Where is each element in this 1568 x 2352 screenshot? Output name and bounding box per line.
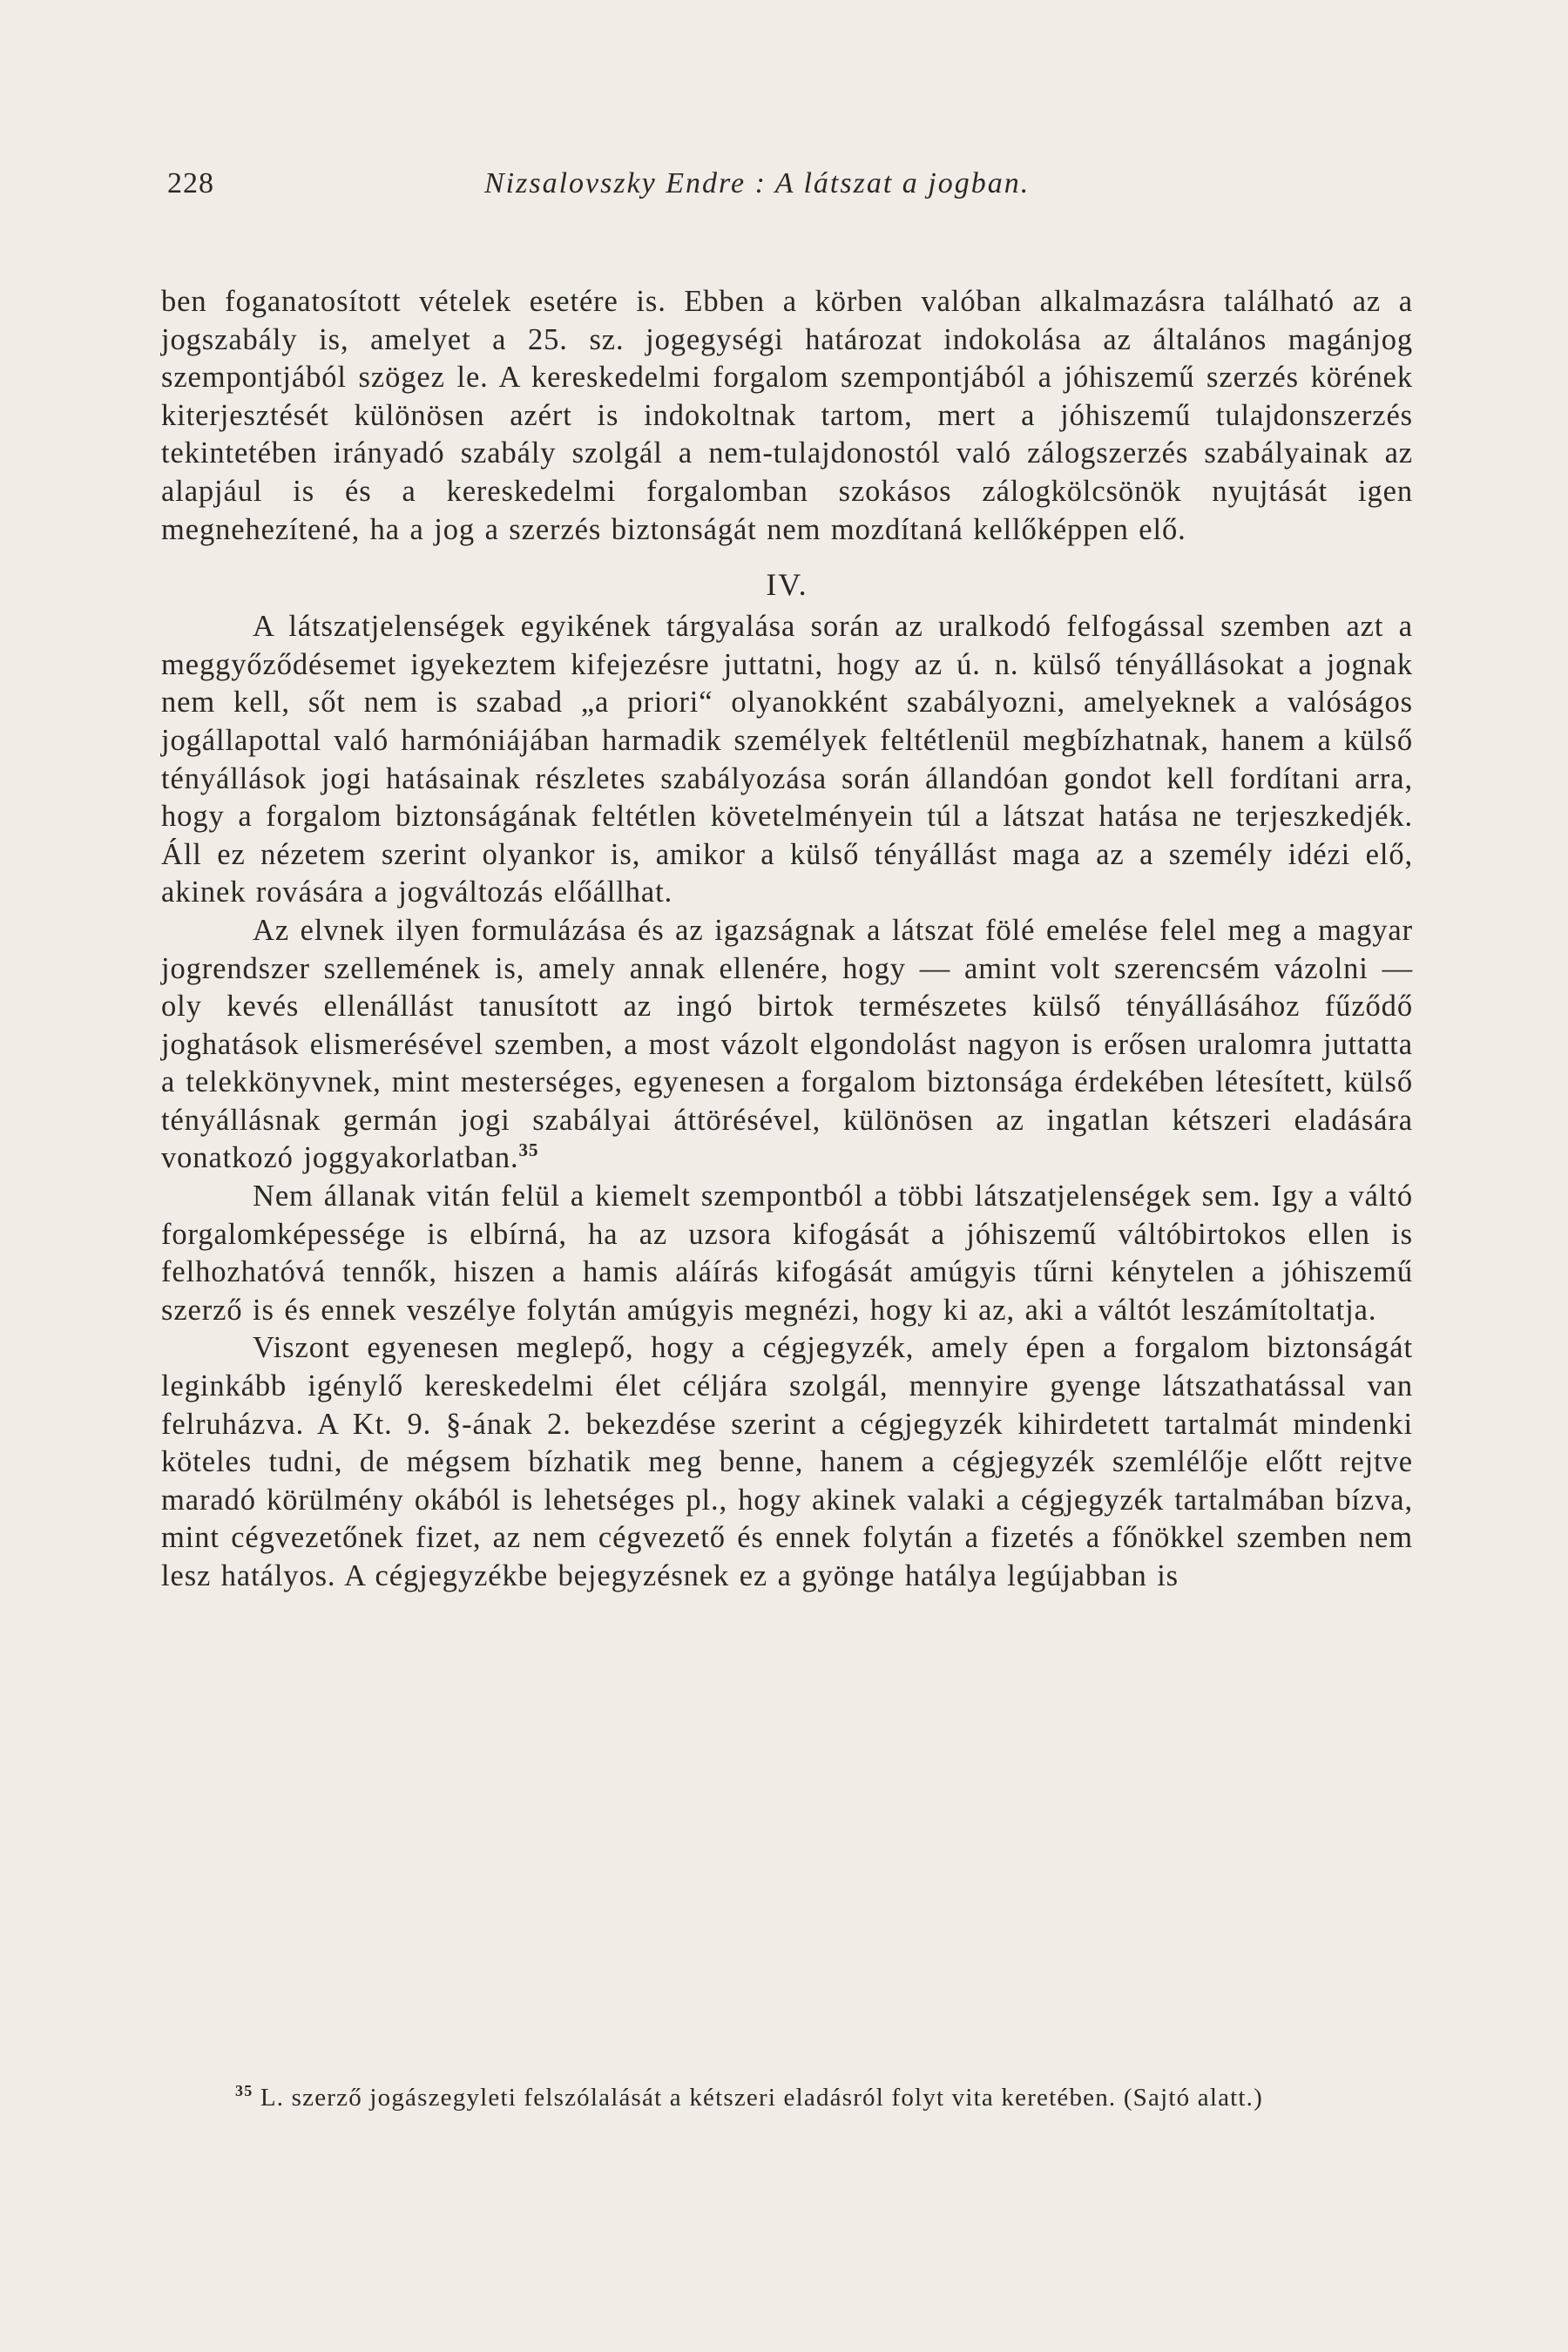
section-heading: IV.	[766, 567, 808, 603]
footnotes	[161, 2082, 1413, 2114]
main-text	[161, 283, 1413, 1596]
paragraph-3	[161, 912, 1413, 1178]
footnote-reference: 35	[518, 1139, 539, 1161]
footnote-number: 35	[235, 2082, 253, 2099]
paragraph-1: ben foganatosított vételek esetére is. Ebben a körben valóban alkalmazásra található az a jogszabály is, amelyet a 25. sz. jogegységi határozat indokolása az általános magánjog szempontjából szögez le. A kereskedelmi forgalom szempontjából a jóhiszemű szerzés körének kiterjesztését különösen azért is indokoltnak tartom, mert a jóhiszemű tulajdonszerzés tekintetében irányadó szabály szolgál a nem-tulajdonostól való zálogszerzés szabályainak az alapjául is és a kereskedelmi forgalomban szokásos zálogkölcsönök nyujtását igen megnehezítené, ha a jog a szerzés biztonságát nem mozdítaná kellőképpen elő.	[161, 285, 1413, 546]
footnote	[161, 2082, 1413, 2114]
footnote-text: L. szerző jogászegyleti felszólalását a kétszeri eladásról folyt vita keretében. (Sajtó alatt.)	[260, 2084, 1263, 2112]
paragraph-3-text: Az elvnek ilyen formulázása és az igazságnak a látszat fölé emelése felel meg a magyar jogrendszer szellemének is, amely annak ellenére, hogy — amint volt szerencsém vázolni — oly kevés ellenállást tanusított az ingó birtok természetes külső tényállásához fűződő joghatások elismerésével szemben, a most vázolt elgondolást nagyon is erősen uralomra juttatta a telekkönyvnek, mint mesterséges, egyenesen a forgalom biztonsága érdekében létesített, külső tényállásnak germán jogi szabályai áttörésével, különösen az ingatlan kétszeri eladására vonatkozó joggyakorlatban.	[161, 913, 1413, 1175]
running-title: Nizsalovszky Endre : A látszat a jogban.	[484, 167, 1031, 199]
paragraph-5: Viszont egyenesen meglepő, hogy a cégjegyzék, amely épen a forgalom biztonságát leginkább igénylő kereskedelmi élet céljára szolgál, mennyire gyenge látszathatással van felruházva. A Kt. 9. §-ának 2. bekezdése szerint a cégjegyzék kihirdetett tartalmát mindenki köteles tudni, de mégsem bízhatik meg benne, hanem a cégjegyzék szemlélője előtt rejtve maradó körülmény okából is lehetséges pl., hogy akinek valaki a cégjegyzék tartalmában bízva, mint cégvezetőnek fizet, az nem cégvezető és ennek folytán a fizetés a főnökkel szemben nem lesz hatályos. A cégjegyzékbe bejegyzésnek ez a gyönge hatálya legújabban is	[161, 1331, 1413, 1592]
page-number: 228	[167, 167, 214, 199]
paragraph-4: Nem állanak vitán felül a kiemelt szempontból a többi látszatjelenségek sem. Igy a váltó forgalomképessége is elbírná, ha az uzsora kifogását a jóhiszemű váltóbirtokos ellen is felhozhatóvá tennők, hiszen a hamis aláírás kifogását amúgyis tűrni kénytelen a jóhiszemű szerző is és ennek veszélye folytán amúgyis megnézi, hogy ki az, aki a váltót leszámítoltatja.	[161, 1179, 1413, 1327]
page-header	[167, 167, 1404, 211]
paragraph-2: A látszatjelenségek egyikének tárgyalása során az uralkodó felfogással szemben azt a meggyőződésemet igyekeztem kifejezésre juttatni, hogy az ú. n. külső tényállásokat a jognak nem kell, sőt nem is szabad „a priori“ olyanokként szabályozni, amelyeknek a valóságos jogállapottal való harmóniájában harmadik személyek feltétlenül megbízhatnak, hanem a külső tényállások jogi hatásainak részletes szabályozása során állandóan gondot kell fordítani arra, hogy a forgalom biztonságának feltétlen követelményein túl a látszat hatása ne terjeszkedjék. Áll ez nézetem szerint olyankor is, amikor a külső tényállást maga az a személy idézi elő, akinek rovására a jogváltozás előállhat.	[161, 610, 1413, 909]
